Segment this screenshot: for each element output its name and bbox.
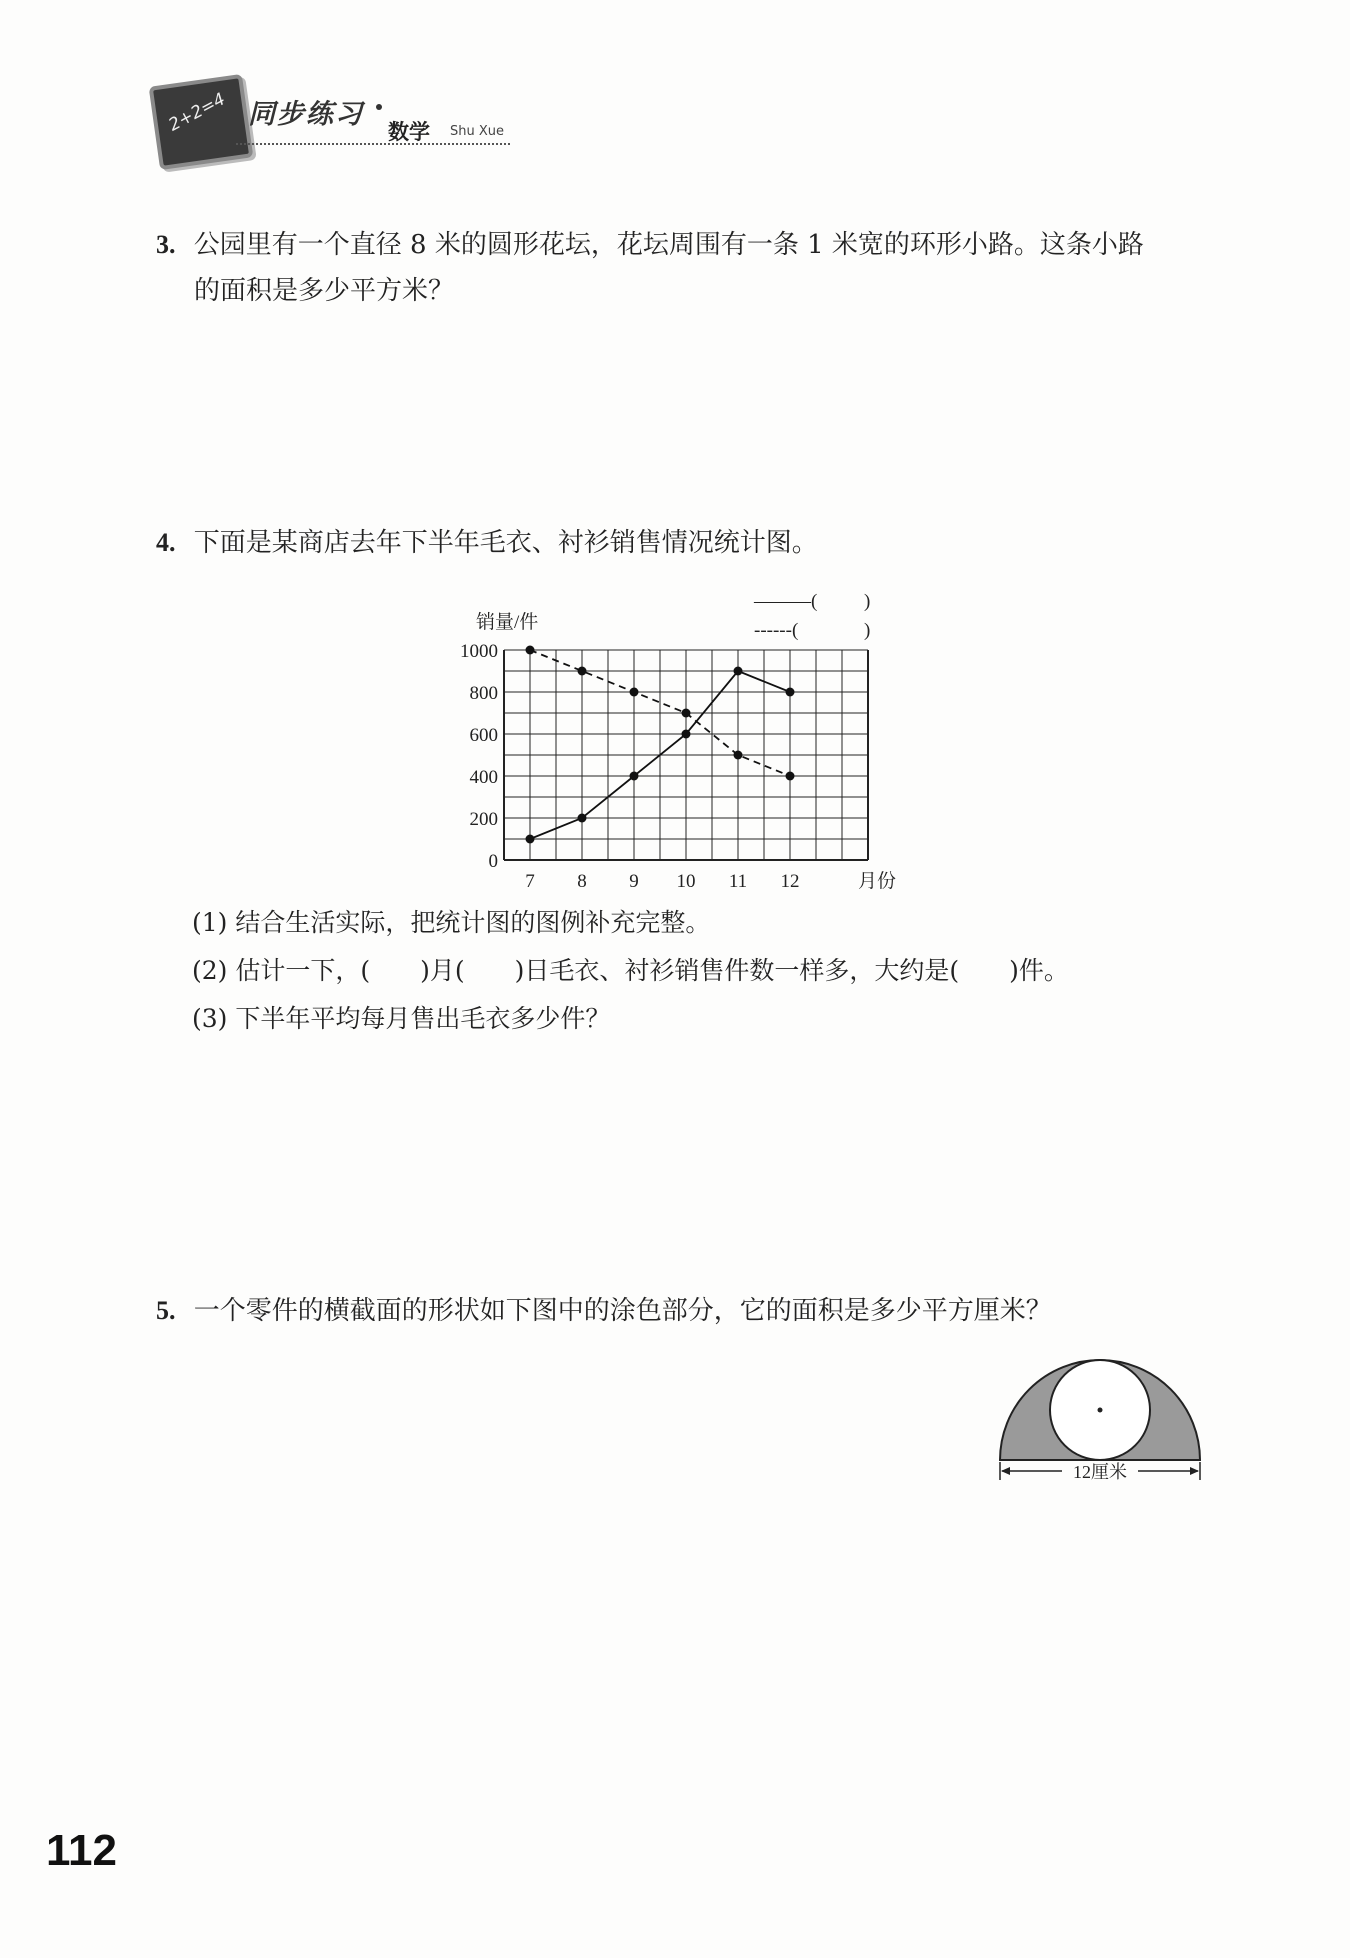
data-point bbox=[682, 730, 691, 739]
data-point bbox=[682, 709, 691, 718]
subject-pinyin: Shu Xue bbox=[450, 124, 505, 139]
y-tick-label: 1000 bbox=[460, 641, 498, 662]
y-tick-label: 200 bbox=[469, 809, 498, 830]
y-axis-label: 销量/件 bbox=[476, 612, 539, 633]
x-tick-label: 12 bbox=[780, 871, 800, 892]
question-number: 3. bbox=[156, 230, 176, 259]
question-text: 下面是某商店去年下半年毛衣、衬衫销售情况统计图。 bbox=[193, 528, 818, 558]
y-tick-label: 0 bbox=[488, 851, 498, 872]
semicircle-figure bbox=[990, 1350, 1220, 1490]
arrow-right-icon bbox=[1190, 1467, 1199, 1475]
data-point bbox=[786, 772, 795, 781]
data-point bbox=[786, 688, 795, 697]
center-dot bbox=[1098, 1408, 1103, 1413]
chart-legend bbox=[753, 591, 870, 641]
arrow-left-icon bbox=[1001, 1467, 1010, 1475]
legend-entry-solid: ———( bbox=[754, 591, 818, 612]
x-tick-labels bbox=[525, 871, 799, 892]
dimension-label: 12厘米 bbox=[1073, 1462, 1127, 1482]
chalkboard-logo-icon bbox=[149, 74, 254, 170]
legend-entry-dashed: ------( bbox=[754, 620, 799, 641]
question-3 bbox=[156, 222, 1216, 268]
data-point bbox=[578, 667, 587, 676]
question-text: 一个零件的横截面的形状如下图中的涂色部分，它的面积是多少平方厘米？ bbox=[193, 1296, 1052, 1326]
data-point bbox=[578, 814, 587, 823]
question-number: 4. bbox=[156, 528, 176, 557]
x-axis-label: 月份 bbox=[858, 871, 897, 892]
y-tick-label: 600 bbox=[469, 725, 498, 746]
question-4 bbox=[156, 520, 1216, 566]
sales-line-chart bbox=[440, 580, 920, 900]
data-point bbox=[526, 835, 535, 844]
subject-title: 数学 bbox=[388, 120, 430, 144]
page-number: 112 bbox=[46, 1826, 117, 1875]
chart-grid bbox=[504, 650, 868, 860]
question-3-continued: 的面积是多少平方米？ bbox=[194, 276, 455, 306]
header-dot bbox=[376, 104, 382, 110]
legend-blank-solid: ) bbox=[864, 591, 871, 612]
logo-text: 2+2=4 bbox=[165, 89, 229, 136]
y-tick-labels bbox=[460, 641, 498, 872]
legend-blank-dashed: ) bbox=[864, 620, 871, 641]
sub-question-1: (1) 结合生活实际，把统计图的图例补充完整。 bbox=[192, 908, 711, 937]
y-tick-label: 400 bbox=[469, 767, 498, 788]
sub-question-3: (3) 下半年平均每月售出毛衣多少件？ bbox=[192, 1004, 611, 1033]
header-underline bbox=[236, 143, 510, 145]
x-tick-label: 9 bbox=[629, 871, 639, 892]
data-point bbox=[526, 646, 535, 655]
sub-question-2: (2) 估计一下，( )月( )日毛衣、衬衫销售件数一样多，大约是( )件。 bbox=[192, 956, 1069, 985]
series-title: 同步练习 bbox=[248, 99, 364, 130]
data-point bbox=[734, 751, 743, 760]
data-point bbox=[630, 772, 639, 781]
y-tick-label: 800 bbox=[469, 683, 498, 704]
question-number: 5. bbox=[156, 1296, 176, 1325]
question-5 bbox=[156, 1288, 1216, 1334]
data-point bbox=[734, 667, 743, 676]
x-tick-label: 8 bbox=[577, 871, 587, 892]
x-tick-label: 11 bbox=[728, 871, 748, 892]
x-tick-label: 10 bbox=[676, 871, 696, 892]
data-point bbox=[630, 688, 639, 697]
x-tick-label: 7 bbox=[525, 871, 535, 892]
question-text: 公园里有一个直径 8 米的圆形花坛，花坛周围有一条 1 米宽的环形小路。这条小路 bbox=[193, 230, 1144, 260]
